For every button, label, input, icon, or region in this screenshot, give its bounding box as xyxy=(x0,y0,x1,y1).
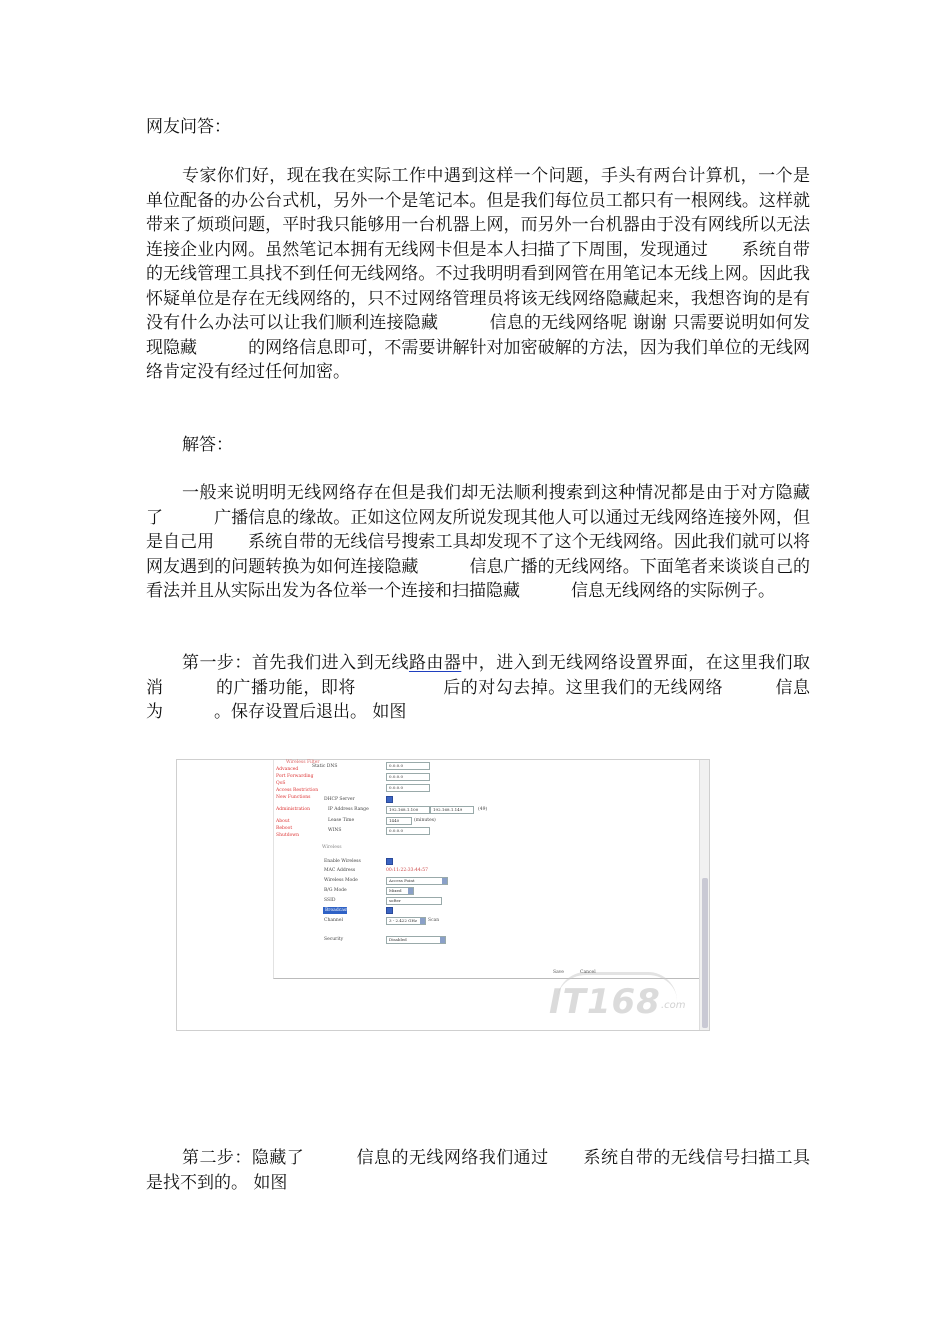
router-settings-screenshot xyxy=(176,759,710,1031)
dns3-field[interactable]: 0.0.0.0 xyxy=(386,784,430,792)
ip-range-label: IP Address Range xyxy=(328,807,369,812)
lease-time-field[interactable]: 1440 xyxy=(386,817,412,825)
answer-paragraph: 一般来说明明无线网络存在但是我们却无法顺利搜索到这种情况都是由于对方隐藏了 广播信息的缘故。正如这位网友所说发现其他人可以通过无线网络连接外网，但是自己用 系统自带的无线信号搜索工具却发现不了这个无线网络。因此我们就可以将网友遇到的问题转换为如何连接隐藏 信息广播的无线网络。下面笔者来谈谈自己的看法并且从实际出发为各位举一个连接和扫描隐藏 信息无线网络的实际例子。 xyxy=(146,483,810,601)
channel-select[interactable]: 3 - 2.422 GHz xyxy=(386,917,426,925)
broadcast-checkbox[interactable] xyxy=(386,907,393,914)
enable-wireless-label: Enable Wireless xyxy=(324,859,361,864)
static-dns-label: Static DNS xyxy=(312,764,338,769)
bg-mode-select[interactable]: Mixed xyxy=(386,887,414,895)
router-link[interactable]: 路由器 xyxy=(408,653,462,673)
dhcp-server-checkbox[interactable] xyxy=(386,796,393,803)
channel-label: Channel xyxy=(324,918,343,923)
lease-time-unit: (minutes) xyxy=(414,818,436,823)
dns1-field[interactable]: 0.0.0.0 xyxy=(386,762,430,770)
wins-field[interactable]: 0.0.0.0 xyxy=(386,827,430,835)
step1-text-after: 中，进入到无线网络设置界面，在这里我们取消 的广播功能，即将 后的对勾去掉。这里我们的无线网络 信息为 。保存设置后退出。 如图 xyxy=(146,653,811,722)
ssid-label: SSID xyxy=(324,898,336,903)
mac-address-label: MAC Address xyxy=(324,868,356,873)
mac-address-value: 00:11:22:33:44:57 xyxy=(386,868,428,873)
menu-port-forwarding[interactable]: Port Forwarding xyxy=(276,774,314,779)
wins-label: WINS xyxy=(328,828,342,833)
question-paragraph: 专家你们好，现在我在实际工作中遇到这样一个问题，手头有两台计算机，一个是单位配备的办公台式机，另外一个是笔记本。但是我们每位员工都只有一根网线。这样就带来了烦琐问题，平时我只能够用一台机器上网，而另外一台机器由于没有网线所以无法连接企业内网。虽然笔记本拥有无线网卡但是本人扫描了下周围，发现通过 系统自带的无线管理工具找不到任何无线网络。不过我明明看到网管在用笔记本无线上网。因此我怀疑单位是存在无线网络的，只不过网络管理员将该无线网络隐藏起来，我想咨询的是有没有什么办法可以让我们顺利连接隐藏 信息的无线网络呢 谢谢 只需要说明如何发现隐藏 的网络信息即可，不需要讲解针对加密破解的方法，因为我们单位的无线网络肯定没有经过任何加密。 xyxy=(146,166,810,382)
scan-button[interactable]: Scan xyxy=(428,918,440,923)
dhcp-server-label: DHCP Server xyxy=(324,797,355,802)
menu-qos[interactable]: QoS xyxy=(276,781,286,786)
broadcast-label: Broadcast xyxy=(325,908,349,913)
wireless-section-title: Wireless xyxy=(322,845,342,850)
answer-heading: 解答： xyxy=(182,435,233,455)
wireless-mode-label: Wireless Mode xyxy=(324,878,358,883)
ip-range-end[interactable]: 192.168.1.149 xyxy=(430,806,474,814)
ip-range-count: (49) xyxy=(478,807,488,812)
security-label: Security xyxy=(324,937,344,942)
menu-wireless-filter[interactable]: Wireless Filter xyxy=(286,760,320,765)
save-button[interactable]: Save xyxy=(553,970,564,975)
watermark-domain: .com xyxy=(661,1000,686,1011)
enable-wireless-checkbox[interactable] xyxy=(386,858,393,865)
question-heading: 网友问答： xyxy=(146,117,231,137)
menu-reboot[interactable]: Reboot xyxy=(276,826,293,831)
dns2-field[interactable]: 0.0.0.0 xyxy=(386,773,430,781)
menu-shutdown[interactable]: Shutdown xyxy=(276,833,300,838)
step2-paragraph: 第二步：隐藏了 信息的无线网络我们通过 系统自带的无线信号扫描工具是找不到的。 如图 xyxy=(146,1148,810,1193)
step1-text-before: 第一步：首先我们进入到无线 xyxy=(182,653,409,673)
figure-scrollbar[interactable] xyxy=(699,760,709,1030)
lease-time-label: Lease Time xyxy=(328,818,355,823)
figure-scroll-thumb[interactable] xyxy=(702,878,708,1028)
menu-advanced[interactable]: Advanced xyxy=(276,767,299,772)
watermark-logo: IT168 xyxy=(549,982,661,1022)
cancel-button[interactable]: Cancel xyxy=(580,970,596,975)
menu-new-functions[interactable]: New Functions xyxy=(276,795,311,800)
ssid-field[interactable]: softer xyxy=(386,897,442,905)
security-select[interactable]: Disabled xyxy=(386,936,446,944)
menu-about[interactable]: About xyxy=(276,819,290,824)
menu-administration[interactable]: Administration xyxy=(276,807,310,812)
bg-mode-label: B/G Mode xyxy=(324,888,347,893)
step1-paragraph xyxy=(146,651,810,725)
figure-left-panel xyxy=(177,760,273,1030)
ip-range-start[interactable]: 192.168.1.100 xyxy=(386,806,430,814)
menu-access-restriction[interactable]: Access Restriction xyxy=(276,788,319,793)
wireless-mode-select[interactable]: Access Point xyxy=(386,877,448,885)
